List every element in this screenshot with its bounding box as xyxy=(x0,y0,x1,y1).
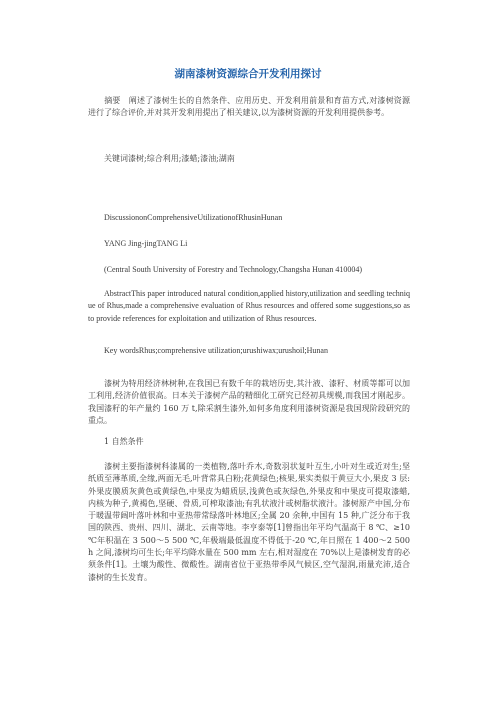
authors-en xyxy=(88,238,410,250)
keywords-en-text: Key wordsRhus;comprehensive utilization;urushiwax;urushoil;Hunan xyxy=(104,346,328,355)
intro-paragraph-text: 漆树为特用经济林树种,在我国已有数千年的栽培历史,其汁液、漆籽、材质等都可以加工利用,经济价值很高。日本关于漆树产品的精细化工研究已经初具规模,而我国才刚起步。我国漆籽的年产量约 160 万 t,除采割生漆外,如何多角度利用漆树资源是我国现阶段研究的重点。 xyxy=(88,379,410,425)
keywords-en xyxy=(88,345,410,357)
section-body xyxy=(88,461,410,584)
abstract-cn-text: 摘要 阐述了漆树生长的自然条件、应用历史、开发利用前景和育苗方式,对漆树资源进行了综合评价,并对其开发利用提出了相关建议,以为漆树资源的开发利用提供参考。 xyxy=(88,96,410,118)
section-heading xyxy=(88,436,410,448)
keywords-cn xyxy=(88,153,410,165)
abstract-cn xyxy=(88,95,410,120)
affiliation-en xyxy=(88,264,410,276)
intro-paragraph xyxy=(88,378,410,427)
english-title xyxy=(88,212,410,224)
paper-title: 湖南漆树资源综合开发利用探讨 xyxy=(174,68,322,80)
english-title-text: DiscussiononComprehensiveUtilizationofRhusinHunan xyxy=(104,213,283,222)
authors-en-text: YANG Jing-jingTANG Li xyxy=(104,239,188,248)
section-heading-text: 1 自然条件 xyxy=(104,437,144,446)
abstract-en xyxy=(88,288,410,325)
abstract-en-text: AbstractThis paper introduced natural condition,applied history,utilization and seedling technique of Rhus,made a comprehensive evaluation of Rhus resources and offered some suggestions,so as to provide references for exploitation and utilization of Rhus resources. xyxy=(88,289,410,323)
keywords-cn-text: 关键词漆树;综合利用;漆蜡;漆油;湖南 xyxy=(104,154,235,163)
affiliation-en-text: (Central South University of Forestry and Technology,Changsha Hunan 410004) xyxy=(104,265,363,274)
section-body-text: 漆树主要指漆树科漆属的一类植物,落叶乔木,奇数羽状复叶互生,小叶对生或近对生;坚纸质至薄革质,全缘,两面无毛,叶背常具白粉;花黄绿色;核果,果实类似于黄豆大小,果皮 3 层:外果皮膜质灰黄色或黄绿色,中果皮为蜡质层,浅黄色或灰绿色,外果皮和中果皮可提取漆蜡,内核为种子,黄褐色,坚硬、骨质,可榨取漆油;有乳状液汁或树脂状液汁。漆树原产中国,分布于暖温带阔叶落叶林和中亚热带常绿落叶林地区;全属 20 余种,中国有 15 种,广泛分布于我国的陕西、贵州、四川、湖北、云南等地。李亨泰等[1]曾指出年平均气温高于 8 ℃、≥10 ℃年积温在 3 500～5 500 ℃,年极端最低温度不得低于-20 ℃,年日照在 1 400～2 500 h 之间,漆树均可生长;年平均降水量在 500 mm 左右,相对湿度在 70%以上是漆树发育的必须条件[1]。土壤为酸性、微酸性。湖南省位于亚热带季风气候区,空气湿润,雨量充沛,适合漆树的生长发育。 xyxy=(88,462,410,582)
